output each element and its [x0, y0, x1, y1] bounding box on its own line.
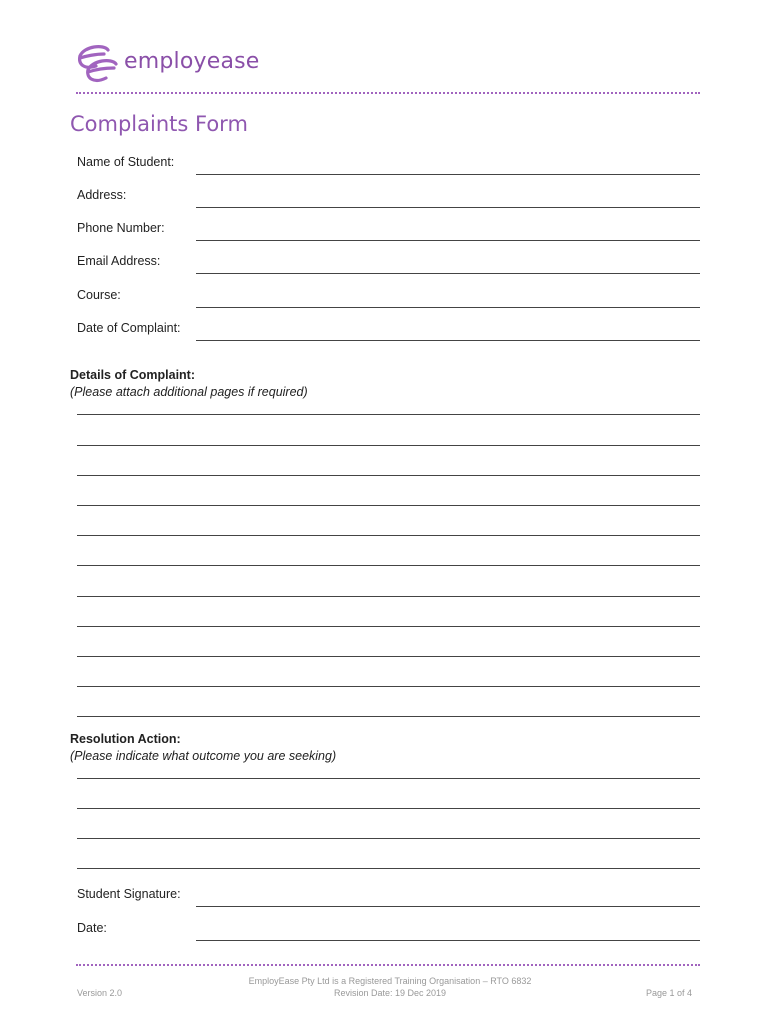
field-label: Address:	[77, 188, 127, 202]
course-input-line[interactable]	[196, 307, 700, 308]
field-label: Name of Student:	[77, 155, 175, 169]
details-line[interactable]	[77, 596, 700, 597]
details-heading: Details of Complaint:	[70, 368, 196, 382]
details-line[interactable]	[77, 565, 700, 566]
resolution-line[interactable]	[77, 868, 700, 869]
field-label: Student Signature:	[77, 887, 181, 901]
footer-divider	[76, 964, 700, 966]
student-name-field[interactable]	[77, 155, 700, 175]
employease-logo	[74, 40, 260, 86]
details-line[interactable]	[77, 414, 700, 415]
field-label: Phone Number:	[77, 221, 165, 235]
footer-org-line: EmployEase Pty Ltd is a Registered Training Organisation – RTO 6832	[248, 976, 532, 986]
details-line[interactable]	[77, 656, 700, 657]
employease-logo-mark	[74, 42, 118, 84]
signature-date-input-line[interactable]	[196, 940, 700, 941]
student-signature-field[interactable]	[77, 887, 700, 907]
resolution-heading: Resolution Action:	[70, 732, 181, 746]
field-label: Date of Complaint:	[77, 321, 181, 335]
footer-version: Version 2.0	[77, 988, 123, 998]
phone-number-input-line[interactable]	[196, 240, 700, 241]
student-name-input-line[interactable]	[196, 174, 700, 175]
field-label: Email Address:	[77, 254, 161, 268]
details-note: (Please attach additional pages if required)	[70, 385, 308, 399]
student-signature-input-line[interactable]	[196, 906, 700, 907]
resolution-line[interactable]	[77, 808, 700, 809]
course-field[interactable]	[77, 288, 700, 308]
footer-revision-date: Revision Date: 19 Dec 2019	[333, 988, 447, 998]
details-line[interactable]	[77, 626, 700, 627]
signature-date-field[interactable]	[77, 921, 700, 941]
details-line[interactable]	[77, 716, 700, 717]
details-line[interactable]	[77, 535, 700, 536]
header-divider	[76, 92, 700, 94]
email-address-field[interactable]	[77, 254, 700, 274]
address-input-line[interactable]	[196, 207, 700, 208]
phone-number-field[interactable]	[77, 221, 700, 241]
resolution-line[interactable]	[77, 838, 700, 839]
email-address-input-line[interactable]	[196, 273, 700, 274]
date-of-complaint-input-line[interactable]	[196, 340, 700, 341]
resolution-line[interactable]	[77, 778, 700, 779]
brand-name: employease	[124, 48, 260, 74]
address-field[interactable]	[77, 188, 700, 208]
field-label: Date:	[77, 921, 107, 935]
date-of-complaint-field[interactable]	[77, 321, 700, 341]
details-line[interactable]	[77, 505, 700, 506]
footer-page-number: Page 1 of 4	[645, 988, 692, 998]
details-line[interactable]	[77, 445, 700, 446]
field-label: Course:	[77, 288, 121, 302]
page-title: Complaints Form	[70, 112, 248, 136]
details-line[interactable]	[77, 686, 700, 687]
resolution-note: (Please indicate what outcome you are seeking)	[70, 749, 337, 763]
details-line[interactable]	[77, 475, 700, 476]
